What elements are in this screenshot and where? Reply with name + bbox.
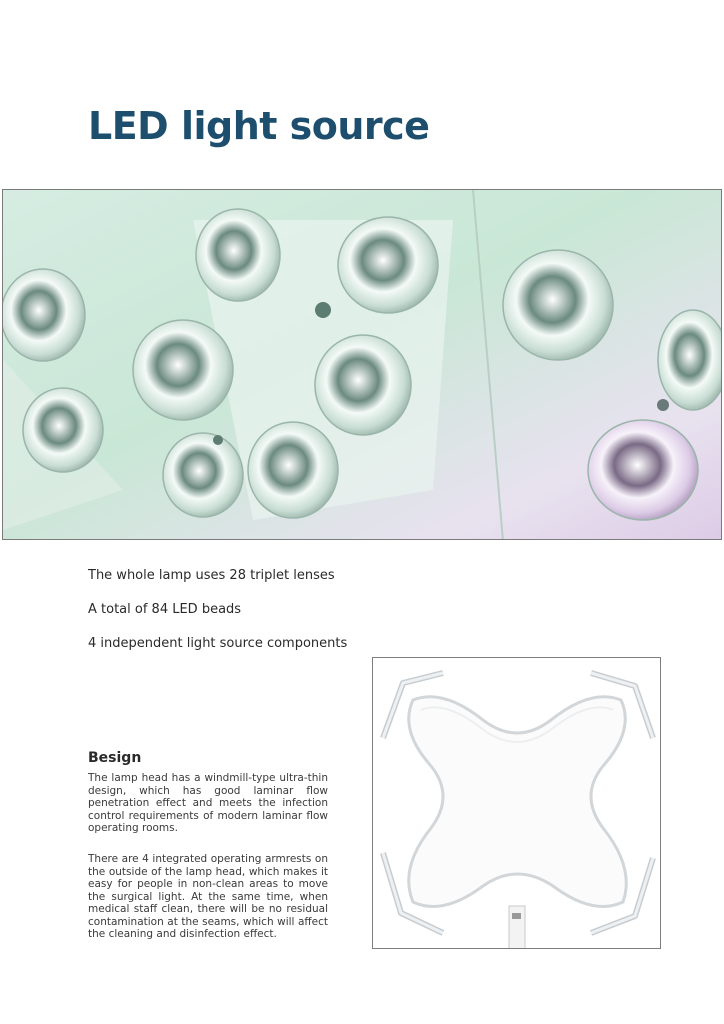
lamp-head-illustration: [373, 658, 661, 949]
feature-components: 4 independent light source components: [88, 636, 348, 651]
design-paragraph-1: The lamp head has a windmill-type ultra-thin design, which has good laminar flow penetration effect and meets the infection control requirements of modern laminar flow operating rooms.: [88, 772, 328, 834]
feature-led-beads: A total of 84 LED beads: [88, 602, 242, 617]
led-lens-illustration: [3, 190, 722, 540]
led-lens-photo: [2, 189, 722, 540]
feature-lenses: The whole lamp uses 28 triplet lenses: [88, 568, 335, 583]
lamp-head-photo: [372, 657, 661, 949]
design-heading: Besign: [88, 750, 142, 766]
page-title: LED light source: [88, 104, 430, 148]
design-paragraph-2: There are 4 integrated operating armrests on the outside of the lamp head, which makes it easy for people in non-clean areas to move the surgical light. At the same time, when medical staff clean, there will be no residual contamination at the seams, which will affect the cleaning and disinfection effect.: [88, 853, 328, 940]
